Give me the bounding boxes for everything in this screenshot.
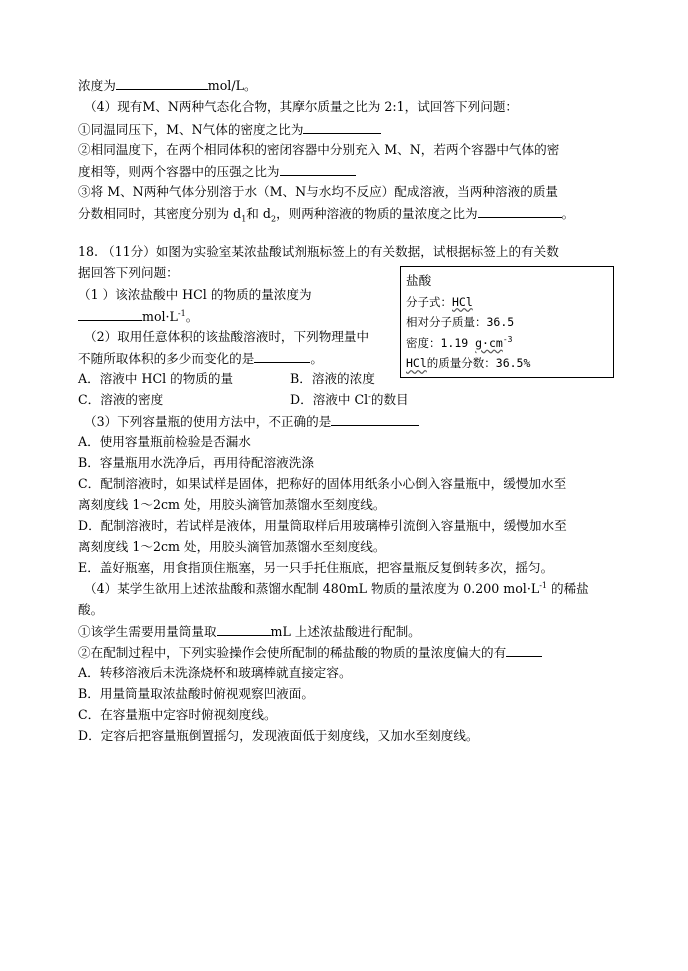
answer-blank[interactable] [254, 350, 310, 363]
text-line: （2）取用任意体积的该盐酸溶液时，下列物理量中 [84, 329, 370, 344]
answer-blank[interactable] [303, 121, 381, 134]
text-line: 不随所取体积的多少而变化的是 。 [78, 351, 323, 366]
text-line: $mol\cdot L^{-1}$。 [78, 308, 198, 325]
label-formula: 分子式：HCl [406, 294, 473, 309]
text-line: 据回答下列问题： [78, 265, 179, 280]
text-line: 浓度为 mol/L。 [78, 78, 257, 93]
answer-blank[interactable] [331, 413, 419, 426]
option-row: B．用量筒量取浓盐酸时俯视观察凹液面。 [78, 686, 314, 701]
answer-blank[interactable] [78, 308, 142, 321]
text-line: ②相同温度下，在两个相同体积的密闭容器中分别充入 M、N，若两个容器中气体的密 [78, 142, 560, 157]
answer-blank[interactable] [506, 644, 542, 657]
text-line: ③将 M、N两种气体分别溶于水（M、N与水均不反应）配成溶液，当两种溶液的质量 [78, 184, 559, 199]
text-line: 度相等，则两个容器中的压强之比为 [78, 163, 356, 180]
answer-blank[interactable] [116, 77, 208, 90]
text-line: ①同温同压下，M、N气体的密度之比为 [78, 121, 381, 138]
text-line: （1 ）该浓盐酸中 HCl 的物质的量浓度为 [78, 287, 312, 302]
option-row: A．转移溶液后未洗涤烧杯和玻璃棒就直接定容。 [78, 665, 352, 680]
question-heading: 18. （11分）如图为实验室某浓盐酸试剂瓶标签上的有关数据，试根据标签上的有关数 [78, 244, 559, 259]
text-line: （3）下列容量瓶的使用方法中，不正确的是 [84, 413, 419, 430]
option-row: C．溶液的密度 D．溶液中 Cl-的数目 [78, 391, 409, 407]
text-line: ①该学生需要用量筒量取 mL 上述浓盐酸进行配制。 [78, 624, 421, 639]
option-row: B．容量瓶用水洗净后，再用待配溶液洗涤 [78, 455, 314, 470]
label-density: 密度：1.19 $g\cdot cm^{-3}$ [406, 334, 513, 350]
text-line: 酸。 [78, 602, 104, 617]
text-line: 离刻度线 1～2cm 处，用胶头滴管加蒸馏水至刻度线。 [78, 497, 386, 512]
option-row: C．配制溶液时，如果试样是固体，把称好的固体用纸条小心倒入容量瓶中，缓慢加水至 [78, 476, 567, 491]
option-row: E．盖好瓶塞，用食指顶住瓶塞，另一只手托住瓶底，把容量瓶反复倒转多次，摇匀。 [78, 560, 554, 575]
option-row: D．配制溶液时，若试样是液体，用量筒取样后用玻璃棒引流倒入容量瓶中，缓慢加水至 [78, 518, 567, 533]
text-line: ②在配制过程中，下列实验操作会使所配制的稀盐酸的物质的量浓度偏大的有 [78, 644, 542, 661]
text-line: （4）某学生欲用上述浓盐酸和蒸馏水配制 480mL 物质的量浓度为 0.200 $mol\cdot L^{-1}$ 的稀盐 [84, 580, 589, 596]
option-row: A．使用容量瓶前检验是否漏水 [78, 434, 251, 449]
label-mass-fraction: HCl的质量分数：36.5% [406, 356, 531, 371]
option-row: C．在容量瓶中定容时俯视刻度线。 [78, 707, 277, 722]
option-row: D．定容后把容量瓶倒置摇匀，发现液面低于刻度线，又加水至刻度线。 [78, 728, 479, 743]
text-line: 分数相同时，其密度分别为 $d_1$和 $d_2$，则两种溶液的物质的量浓度之比为 。 [78, 206, 575, 224]
label-molar-mass: 相对分子质量：36.5 [406, 315, 515, 330]
reagent-label-box [400, 266, 614, 378]
answer-blank[interactable] [478, 205, 562, 218]
option-row: A．溶液中 HCl 的物质的量 B．溶液的浓度 [78, 371, 375, 386]
text-line: 离刻度线 1～2cm 处，用胶头滴管加蒸馏水至刻度线。 [78, 539, 386, 554]
text-line: （4）现有M、N两种气态化合物，其摩尔质量之比为 2:1，试回答下列问题： [84, 99, 519, 114]
answer-blank[interactable] [217, 623, 271, 636]
answer-blank[interactable] [280, 163, 356, 176]
label-title: 盐酸 [406, 273, 432, 288]
